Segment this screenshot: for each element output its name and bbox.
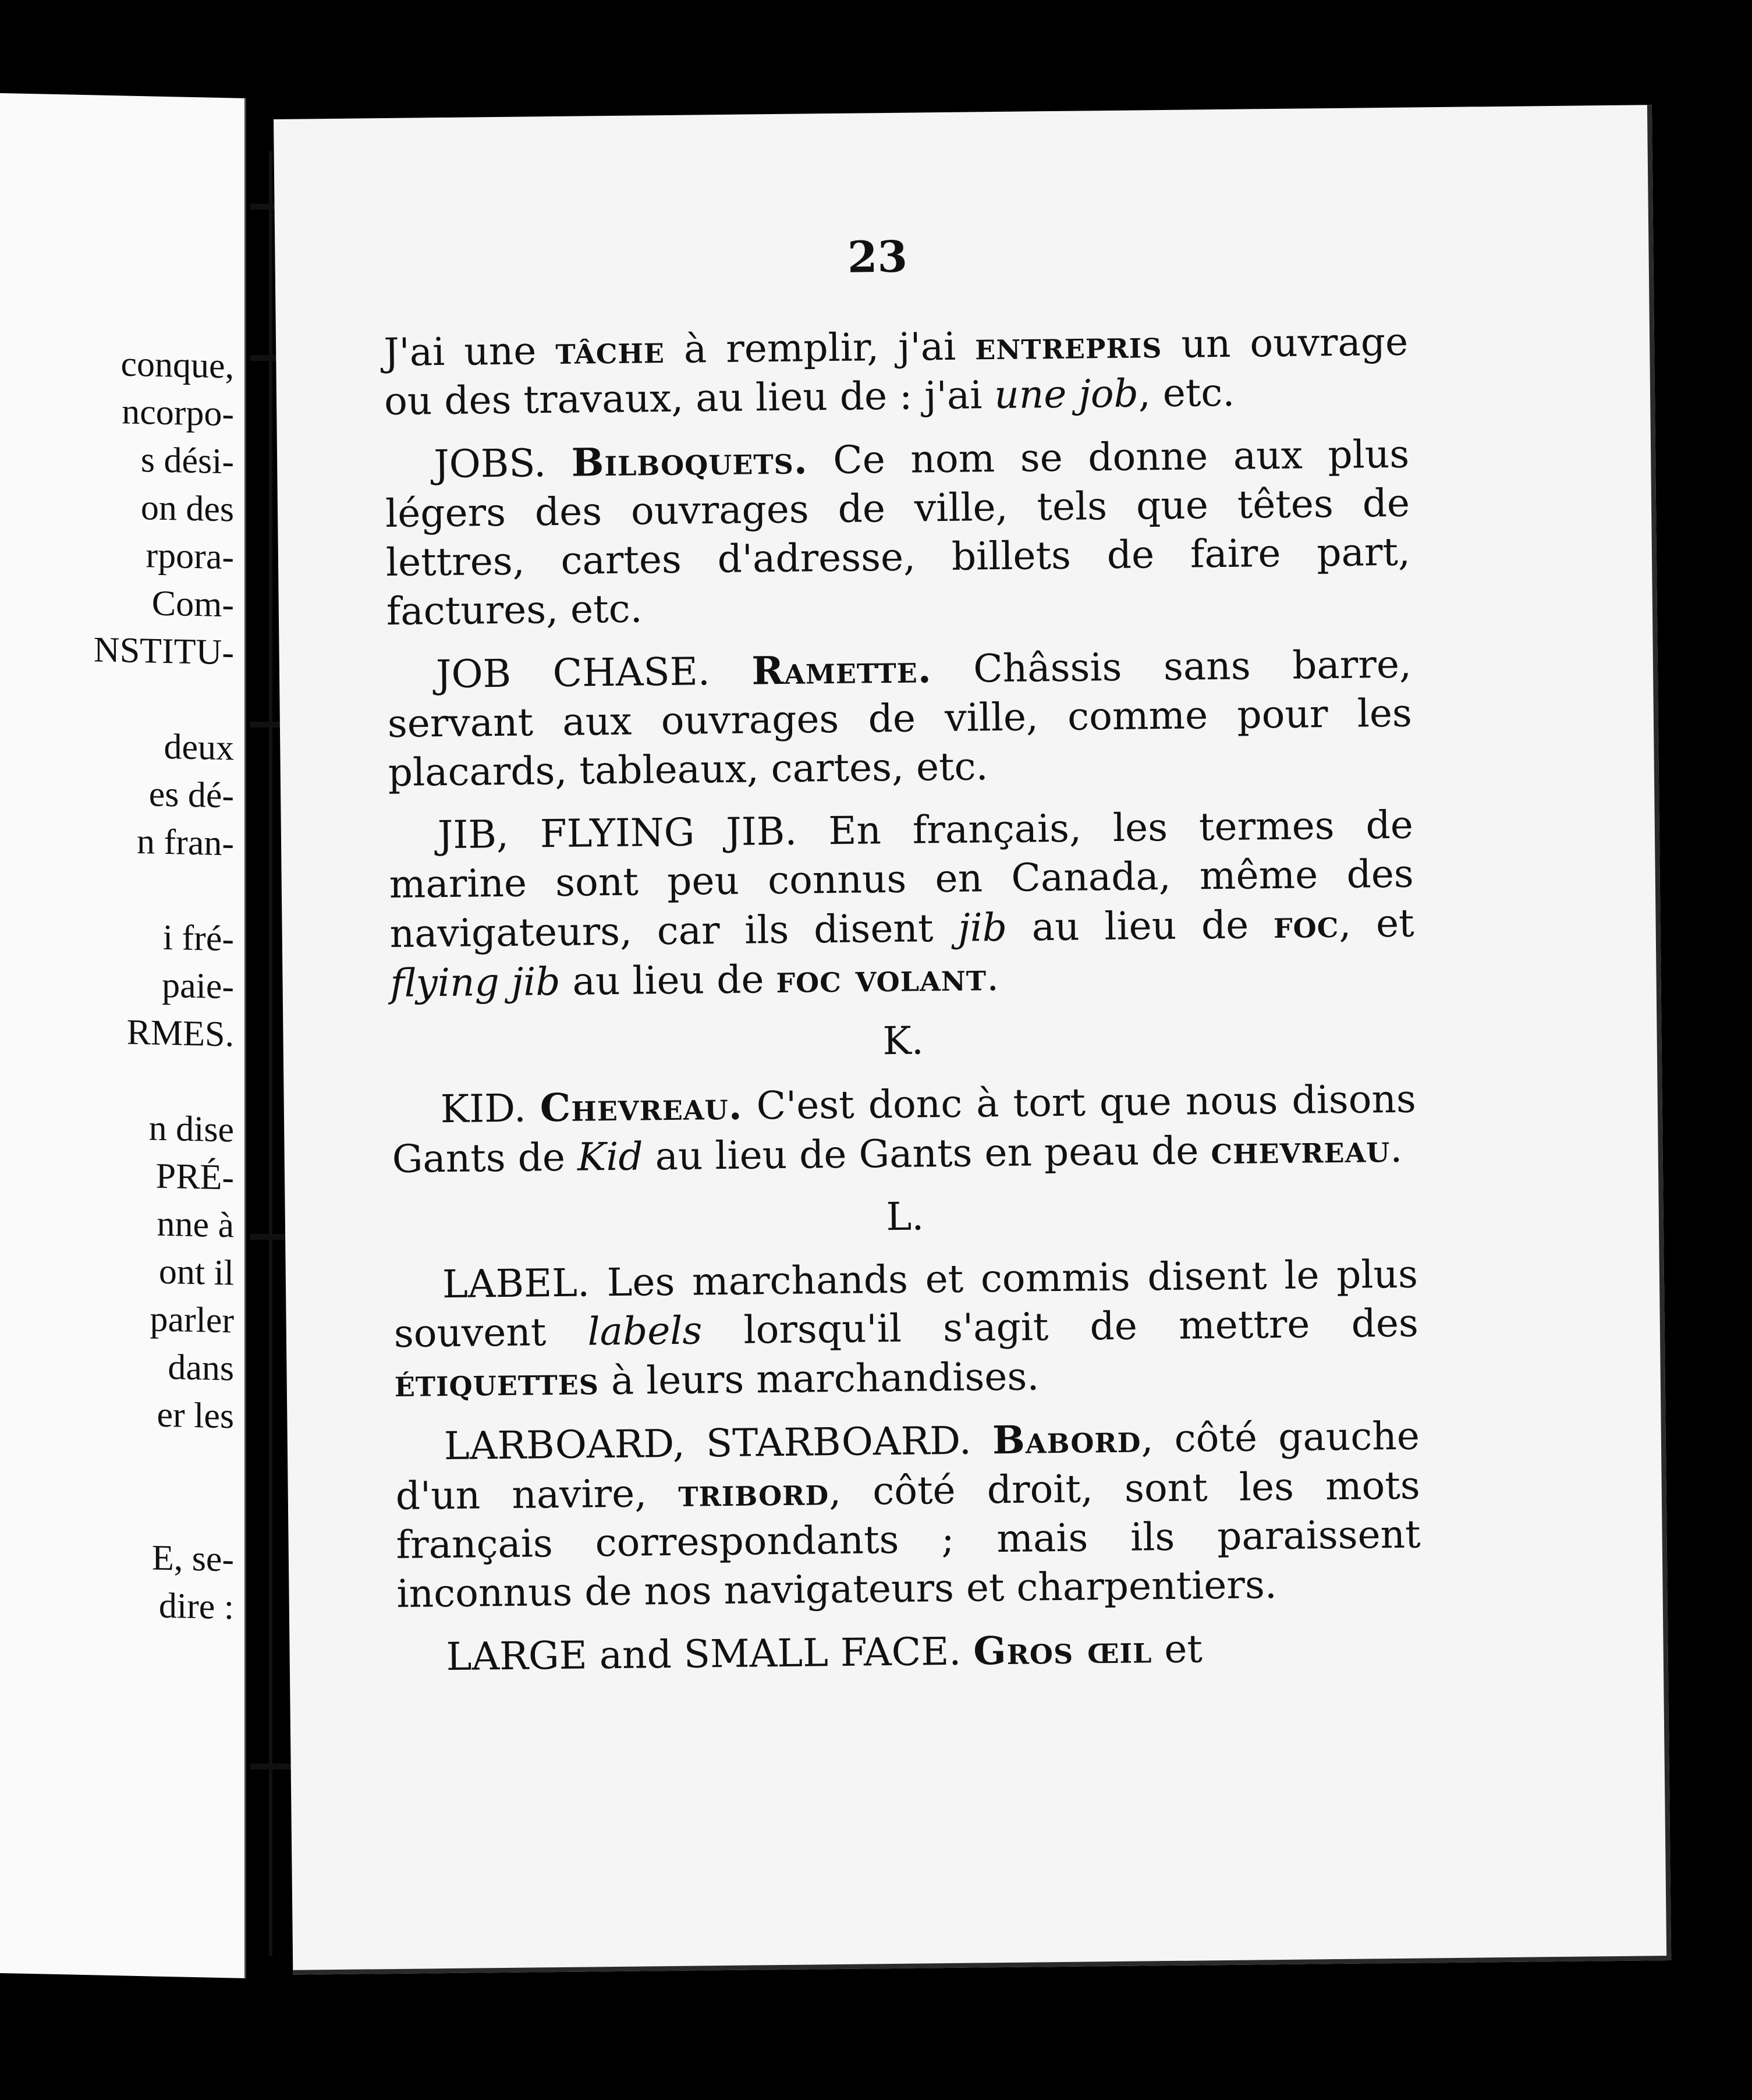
indent: [392, 1122, 441, 1123]
small-caps-term: Babord: [992, 1416, 1141, 1463]
entry-head: LARGE and SMALL FACE.: [446, 1629, 974, 1680]
indent: [385, 477, 434, 478]
section-letter-k: K.: [882, 1018, 924, 1064]
paragraph-tache: [384, 317, 1409, 426]
entry-larboard: [395, 1411, 1421, 1619]
entry-job-chase: [387, 640, 1413, 797]
small-caps-term: Gros œil: [973, 1626, 1152, 1674]
text-run: En français, les termes de marine sont peu connus en Canada, même des navigateurs, car ils disent: [389, 802, 1414, 956]
left-line: deux: [164, 726, 234, 768]
entry-head: JIB, FLYING JIB.: [437, 808, 797, 858]
left-line: i fré-: [162, 917, 234, 959]
left-line: conque,: [120, 344, 234, 386]
entry-label: [393, 1250, 1420, 1408]
left-line: PRÉ-: [155, 1156, 234, 1198]
left-line: s dési-: [140, 440, 234, 482]
small-caps-term: étiquettes: [394, 1358, 600, 1406]
text-run: .: [986, 955, 999, 1000]
text-run: , etc.: [1138, 370, 1235, 416]
left-line: n dise: [148, 1108, 234, 1150]
left-line: paie-: [162, 965, 234, 1007]
left-line-gap: [94, 673, 234, 724]
small-caps-term: entrepris: [974, 321, 1162, 369]
text-run: au lieu de: [1006, 902, 1274, 950]
text-run: à leurs marchandises.: [598, 1354, 1040, 1404]
left-line: Com-: [151, 583, 234, 625]
entry-jib: [388, 801, 1414, 1008]
indent: [389, 848, 438, 849]
text-run: Ce nom se donne aux plus légers des ouvrages de ville, tels que têtes de lettres, cartes d'adresse, billets de faire part, factures, etc.: [385, 431, 1411, 634]
left-line: es dé-: [148, 774, 234, 816]
left-line: RMES.: [126, 1012, 234, 1055]
text-run: , côté droit, sont les mots français correspondants ; mais ils paraissent inconnus de nos navigateurs et charpentiers.: [396, 1463, 1421, 1616]
left-page-fragment: [0, 93, 246, 1978]
italic-term: une job: [994, 371, 1139, 418]
left-line-gap: [94, 864, 234, 915]
binding-thread: [269, 151, 272, 1956]
text-run: lorsqu'il s'agit de mettre des: [701, 1300, 1419, 1353]
left-page-lines: [94, 339, 234, 1631]
small-caps-term: foc: [1273, 900, 1339, 948]
left-line: rpora-: [146, 535, 234, 577]
small-caps-term: foc volant: [775, 954, 987, 1002]
text-run: J'ai une: [383, 328, 556, 375]
entry-head: LARBOARD, STARBOARD.: [444, 1418, 993, 1469]
section-letter-l: L.: [885, 1194, 924, 1240]
small-caps-term: tâche: [555, 326, 665, 373]
page-number: 23: [847, 232, 908, 283]
entry-head: KID.: [440, 1086, 541, 1132]
left-line: er les: [157, 1395, 234, 1436]
entry-jobs: [385, 430, 1411, 636]
small-caps-term: Chevreau.: [540, 1083, 743, 1131]
entry-head: JOBS.: [433, 440, 572, 487]
italic-term: Kid: [577, 1134, 644, 1180]
entry-head: LABEL.: [442, 1260, 590, 1307]
text-run: un ouvrage ou des travaux, au lieu de : j'ai: [384, 319, 1409, 424]
small-caps-term: chevreau: [1210, 1126, 1391, 1173]
text-run: au lieu de: [560, 957, 776, 1004]
text-run: C'est donc à tort que nous disons Gants de: [392, 1076, 1417, 1182]
italic-term: labels: [587, 1308, 703, 1354]
text-run: au lieu de Gants en peau de: [643, 1128, 1211, 1179]
left-line: on des: [140, 488, 234, 530]
indent: [387, 687, 436, 688]
left-line: E, se-: [151, 1538, 234, 1580]
entry-large-small-face: [397, 1622, 1422, 1682]
text-run: Châssis sans barre, servant aux ouvrages de ville, comme pour les placards, tableaux, cartes, etc.: [387, 641, 1413, 795]
left-line: dire :: [158, 1585, 234, 1627]
page-body: [384, 317, 1423, 1696]
left-line: ont il: [158, 1251, 234, 1293]
left-line-gap: [94, 1437, 234, 1488]
text-run: , côté gauche d'un navire,: [395, 1413, 1420, 1519]
stitch-mark: [250, 1764, 297, 1769]
small-caps-term: tribord: [678, 1468, 829, 1516]
small-caps-term: Ramette.: [751, 646, 932, 694]
indent: [393, 1297, 442, 1298]
right-page: [274, 105, 1671, 1975]
entry-kid: [391, 1074, 1417, 1184]
binding-stitches: [239, 105, 274, 1967]
indent: [395, 1459, 444, 1460]
entry-head: JOB CHASE.: [435, 648, 752, 697]
left-line: n fran-: [137, 821, 234, 864]
text-run: Les marchands et commis disent le plus souvent: [393, 1251, 1418, 1356]
small-caps-term: Bilboquets.: [571, 437, 808, 485]
left-line-gap: [94, 1055, 234, 1106]
text-run: à remplir, j'ai: [664, 324, 976, 372]
text-run: et: [1151, 1626, 1203, 1672]
text-run: .: [1389, 1126, 1403, 1172]
left-line: ncorpo-: [122, 392, 234, 434]
italic-term: flying jib: [390, 959, 561, 1006]
left-line: nne à: [157, 1204, 234, 1246]
text-run: , et: [1338, 900, 1414, 946]
left-line: dans: [168, 1347, 234, 1389]
left-line-gap: [94, 1485, 234, 1535]
left-line: NSTITU-: [93, 630, 234, 673]
italic-term: jib: [957, 904, 1008, 950]
left-line: parler: [150, 1299, 234, 1341]
